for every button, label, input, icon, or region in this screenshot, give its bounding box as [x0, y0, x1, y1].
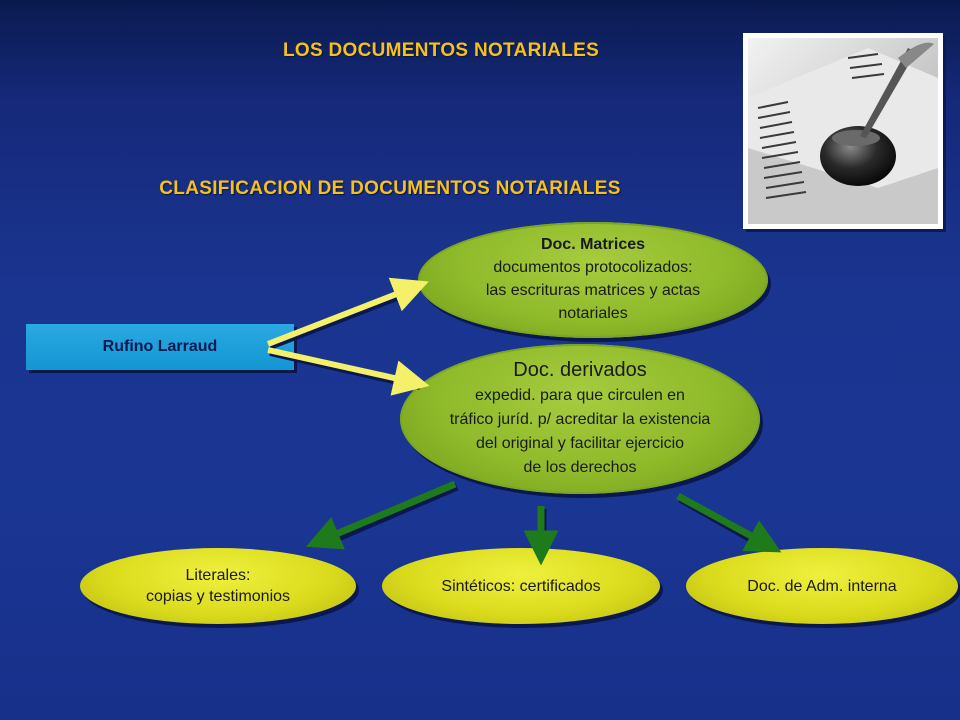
- quill-inkwell-icon: [748, 38, 938, 224]
- node-line: documentos protocolizados:: [493, 258, 693, 276]
- node-line: de los derechos: [523, 458, 637, 476]
- node-line: Sintéticos: certificados: [441, 577, 601, 595]
- node-line: expedid. para que circulen en: [475, 386, 685, 404]
- node-heading: Doc. Matrices: [540, 235, 646, 253]
- quill-inkwell-image: [743, 33, 943, 229]
- node-line: copias y testimonios: [145, 588, 291, 605]
- author-name: Rufino Larraud: [102, 338, 218, 355]
- node-literales: [80, 548, 356, 624]
- node-line: tráfico juríd. p/ acreditar la existencia: [449, 410, 711, 428]
- arrow-to-sinteticos: [541, 506, 543, 553]
- node-adm-interna: [686, 548, 958, 624]
- node-doc-derivados: [400, 344, 760, 494]
- node-sinteticos: [382, 548, 660, 624]
- node-line: las escrituras matrices y actas: [485, 281, 701, 299]
- node-line: Literales:: [185, 567, 251, 584]
- arrow-to-literales: [322, 484, 457, 545]
- arrow-to-adm-interna: [678, 496, 768, 549]
- page-title: LOS DOCUMENTOS NOTARIALES: [282, 40, 600, 61]
- author-box: [26, 324, 294, 370]
- diagram-subtitle: CLASIFICACION DE DOCUMENTOS NOTARIALES: [159, 178, 621, 199]
- node-heading: Doc. derivados: [513, 358, 647, 381]
- node-line: del original y facilitar ejercicio: [475, 434, 685, 452]
- node-line: Doc. de Adm. interna: [747, 577, 897, 595]
- node-doc-matrices: [418, 222, 768, 338]
- node-line: notariales: [558, 304, 628, 322]
